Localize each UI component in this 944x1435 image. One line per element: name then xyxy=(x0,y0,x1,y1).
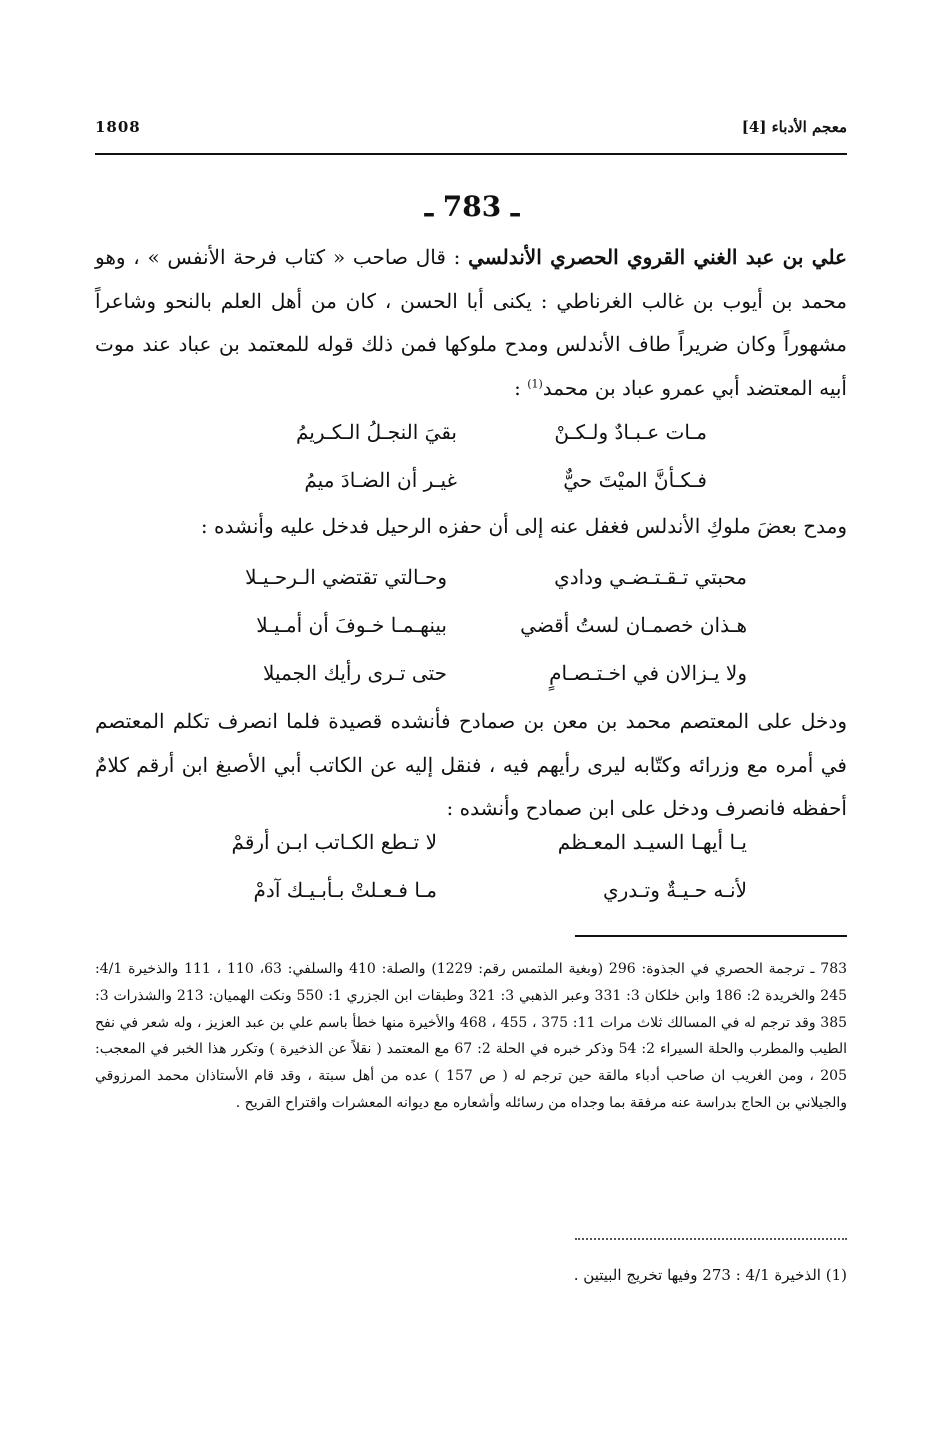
verse-block-2 xyxy=(95,565,847,709)
verse-block-1 xyxy=(95,420,847,516)
verse-first-hemistich: مـات عـبـادٌ ولـكـنْ xyxy=(554,420,707,444)
header-rule xyxy=(95,153,847,155)
dotted-separator xyxy=(575,1238,847,1240)
verse-block-3 xyxy=(95,830,847,926)
running-head xyxy=(95,118,847,146)
verse-second-hemistich: وحـالتي تقتضي الـرحـيـلا xyxy=(245,565,447,589)
paragraph-1-end: : xyxy=(514,375,528,400)
verse-second-hemistich: بينهـمـا خـوفَ أن أمـيـلا xyxy=(256,613,447,637)
footnote-separator xyxy=(575,935,847,937)
entry-paragraph-1 xyxy=(95,236,847,410)
verse-second-hemistich: مـا فـعـلتْ بـأبـيـك آدمْ xyxy=(253,878,437,902)
verse-first-hemistich: لأنـه حـيـةٌ وتـدري xyxy=(602,878,747,902)
verse-first-hemistich: ولا يـزالان في اخـتـصـامٍ xyxy=(549,661,747,685)
verse-line xyxy=(95,420,847,468)
biographical-footnote: 783 ـ ترجمة الحصري في الجذوة: 296 (وبغية الملتمس رقم: 1229) والصلة: 410 والسلفي: 63، 110 ، 111 والذخيرة 4/1: 245 والخريدة 2: 186 وابن خلكان 3: 331 وعبر الذهبي 3: 321 وطبقات ابن الجزري 1: 550 ونكت الهميان: 213 والشذرات 3: 385 وقد ترجم له في المسالك ثلاث مرات 11: 375 ، 455 ، 468 والأخيرة منها خطأ باسم علي بن عبد العزيز ، وله شعر في نفح الطيب والمطرب والحلة السيراء 2: 54 وذكر خبره في الحلة 2: 67 مع المعتمد ( نقلاً عن الذخيرة ) وتكرر هذا الخبر في المعجب: 205 ، ومن الغريب ان صاحب أدباء مالقة حين ترجم له ( ص 157 ) عده من أهل سبتة ، وقد قام الأستاذان محمد المرزوقي والجيلاني بن الحاج بدراسة عنه مرفقة بما وجداه من رسائله وأشعاره مع ديوانه المعشرات واقتراح القريح . xyxy=(95,961,848,1111)
footnote-ref-1: (1) xyxy=(527,376,543,390)
verse-first-hemistich: محبتي تـقـتـضـي ودادي xyxy=(554,565,747,589)
verse-first-hemistich: فـكـأنَّ الميْتَ حيٌّ xyxy=(563,468,707,492)
verse-first-hemistich: يـا أيهـا السيـد المعـظم xyxy=(557,830,747,854)
verse-second-hemistich: لا تـطع الكـاتب ابـن أرقمْ xyxy=(231,830,437,854)
entry-paragraph-2: ومدح بعضَ ملوكِ الأندلس فغفل عنه إلى أن حفزه الرحيل فدخل عليه وأنشده : xyxy=(200,514,847,538)
verse-line xyxy=(95,565,847,613)
verse-line xyxy=(95,830,847,878)
verse-second-hemistich: بقيَ النجـلُ الـكـريمُ xyxy=(296,420,457,444)
paragraph-1-text: : قال صاحب « كتاب فرحة الأنفس » ، وهو محمد بن أيوب بن غالب الغرناطي : يكنى أبا الحسن ، كان من أهل العلم بالنحو وشاعراً مشهوراً وكان ضريراً طاف الأندلس ومدح ملوكها فمن ذلك قوله للمعتمد بن عباد عند موت أبيه المعتضد أبي عمرو عباد بن محمد xyxy=(95,245,847,400)
entry-name: علي بن عبد الغني القروي الحصري الأندلسي xyxy=(468,245,847,269)
verse-line xyxy=(95,878,847,926)
verse-second-hemistich: حتى تـرى رأيك الجميلا xyxy=(263,661,447,685)
entry-number: ـ 783 ـ xyxy=(424,190,520,223)
verse-line xyxy=(95,613,847,661)
book-title: معجم الأدباء [4] xyxy=(741,118,847,136)
verse-first-hemistich: هـذان خصمـان لستُ أقضي xyxy=(520,613,747,637)
footnote-1: (1) الذخيرة 4/1 : 273 وفيها تخريج البيتين . xyxy=(573,1266,847,1284)
verse-second-hemistich: غيـر أن الضـادَ ميمُ xyxy=(304,468,457,492)
entry-paragraph-3: ودخل على المعتصم محمد بن معن بن صمادح فأنشده قصيدة فلما انصرف تكلم المعتصم في أمره مع وزرائه وكتّابه ليرى رأيهم فيه ، فنقل إليه عن الكاتب أبي الأصبغ ابن أرقم كلامٌ أحفظه فانصرف ودخل على ابن صمادح وأنشده : xyxy=(95,709,847,820)
page-number: 1808 xyxy=(95,118,141,136)
